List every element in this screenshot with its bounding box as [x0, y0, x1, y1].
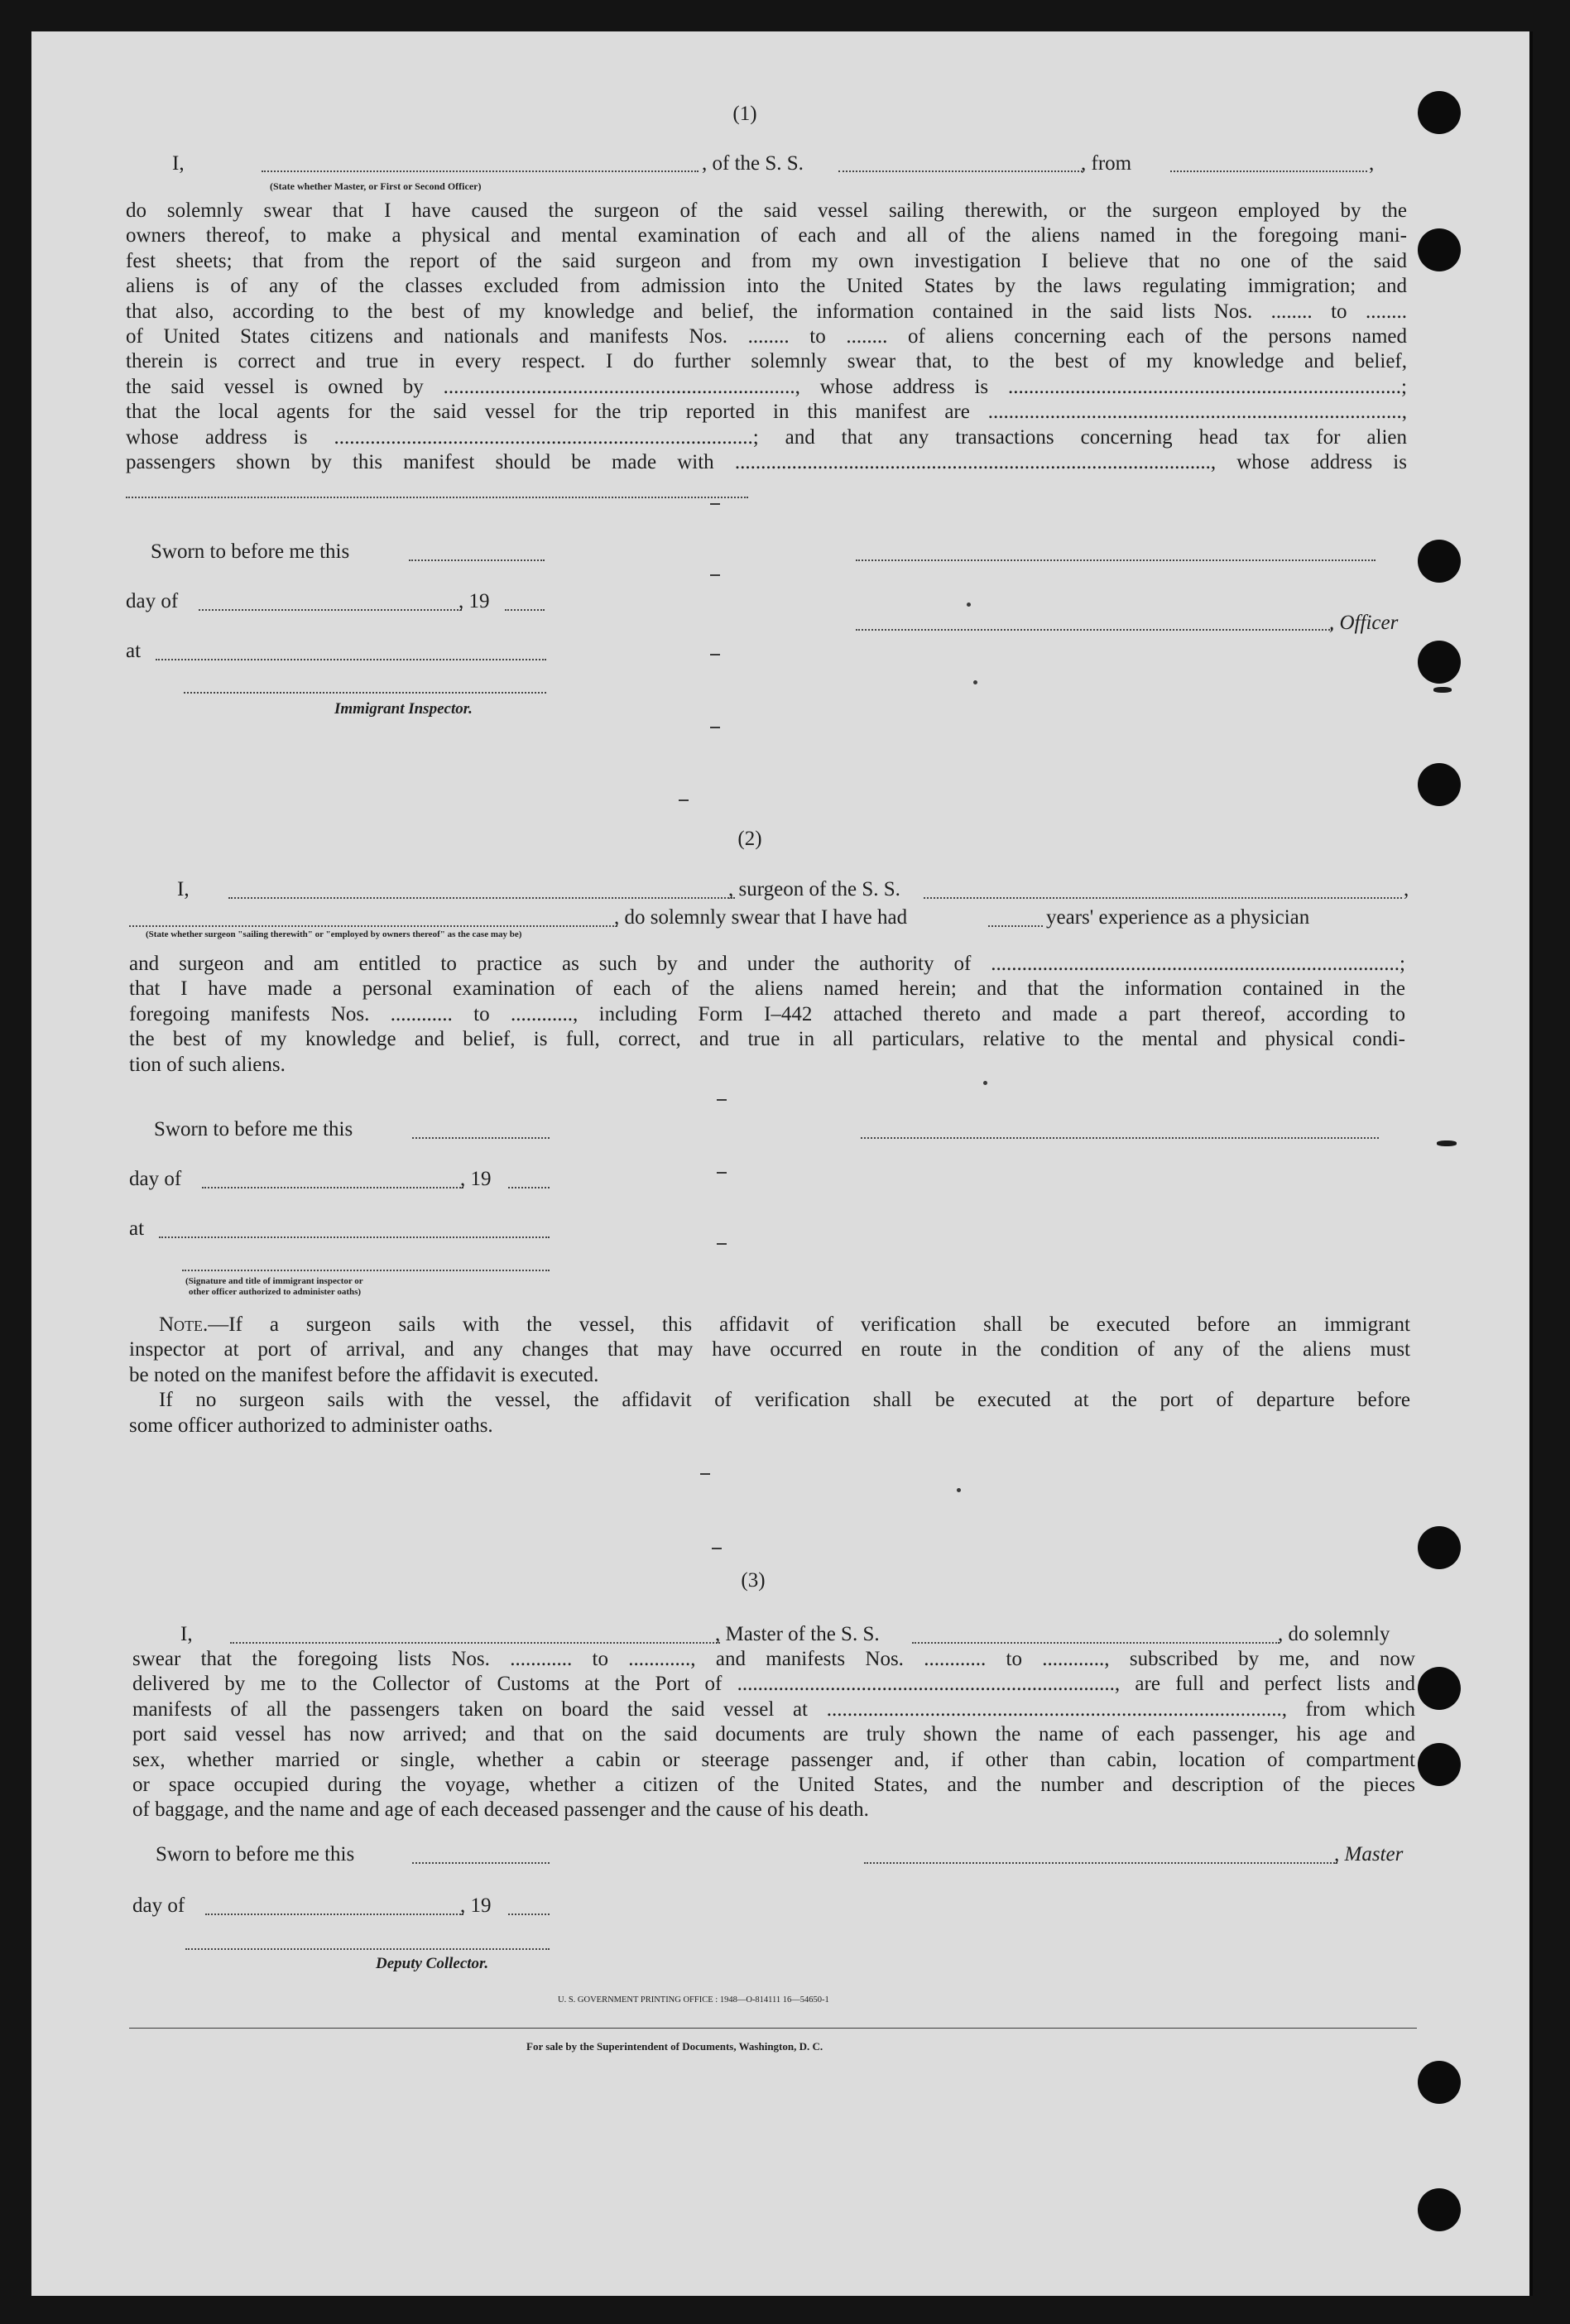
inspector-signature-line[interactable]: [182, 1270, 550, 1271]
punch-hole: [1418, 228, 1461, 271]
punch-hole: [1418, 540, 1461, 583]
surgeon-name-field[interactable]: [228, 897, 735, 899]
section-1-oath-text: do solemnly swear that I have caused the surgeon of the said vessel sailing therewith, or the surgeon employed by the owners thereof, to make a physical and mental examination of each and all of the aliens named in the foregoing mani- fest sheets; that from the report of the said surgeon and from my own investigation I believe that no one of the said aliens is of any of the classes excluded from admission into the United States by the laws regulating immigration; and that also, according to the best of my knowledge and belief, the information contained in the said lists Nos. ........ to ........ of United States citizens and nationals and manifests Nos. ........ to ........ of aliens concerning each of the persons named therein is correct and true in every respect. I do further solemnly swear that, to the best of my knowledge and belief, the said vessel is owned by ...................................................................., whose address is ............................................................................; that the local agents for the said vessel for the trip reported in this manifest are ................................................................................, whose address is .................................................................................; and that any transactions concerning head tax for alien passengers shown by this manifest should be made with ............................................................................................, whose address is: [126, 199, 1407, 474]
day-of-label: day of: [132, 1894, 185, 1917]
signature-hint-2: other officer authorized to administer oaths): [189, 1287, 362, 1297]
at-label: at: [126, 640, 142, 662]
year-label: , 19: [460, 1894, 492, 1917]
immigrant-inspector-label: Immigrant Inspector.: [334, 700, 473, 718]
officer-label: , Officer: [1329, 612, 1399, 634]
surgeon-signature-line[interactable]: [861, 1137, 1379, 1139]
year-label: , 19: [459, 590, 490, 612]
at-place-field[interactable]: [156, 659, 546, 660]
year-field[interactable]: [508, 1913, 550, 1915]
sworn-day-field[interactable]: [412, 1137, 550, 1139]
punch-hole: [1418, 2188, 1461, 2231]
month-field[interactable]: [205, 1913, 463, 1915]
master-vessel-field[interactable]: [912, 1642, 1280, 1644]
surgeon-status-hint: (State whether surgeon "sailing therewith" or "employed by owners thereof" as the case may be): [146, 929, 522, 939]
note-text: Note.—If a surgeon sails with the vessel, this affidavit of verification shall be executed before an immigrant inspector at port of arrival, and any changes that may have occurred en route in the condition of any of the aliens must be noted on the manifest before the affidavit is executed. If no surgeon sails with the vessel, the affidavit of verification shall be executed at the port of departure before some officer authorized to administer oaths.: [129, 1313, 1410, 1437]
for-sale-notice: For sale by the Superintendent of Documents, Washington, D. C.: [526, 2040, 823, 2053]
section-2-number: (2): [737, 828, 762, 850]
footer-rule: [129, 2028, 1417, 2029]
surgeon-vessel-field[interactable]: [924, 897, 1402, 899]
inspector-signature-line[interactable]: [184, 692, 546, 694]
punch-hole: [1418, 763, 1461, 806]
day-of-label: day of: [129, 1168, 182, 1190]
surgeon-of-label: , surgeon of the S. S.: [728, 878, 900, 900]
punch-hole: [1418, 1526, 1461, 1569]
section-2-i: I,: [177, 878, 190, 900]
officer-rank-hint: (State whether Master, or First or Second Officer): [270, 180, 482, 192]
officer-signature-line[interactable]: [856, 559, 1376, 561]
comma: ,: [1404, 878, 1409, 900]
of-the-ss-label: , of the S. S.: [702, 152, 804, 175]
from-label: , from: [1081, 152, 1132, 175]
section-1-i: I,: [172, 152, 185, 175]
printing-office-imprint: U. S. GOVERNMENT PRINTING OFFICE : 1948—O-814111 16—54650-1: [558, 1995, 829, 2005]
head-tax-address-field[interactable]: [126, 497, 748, 498]
deputy-collector-label: Deputy Collector.: [376, 1955, 489, 1972]
surgeon-status-field[interactable]: [129, 925, 617, 927]
section-3-number: (3): [741, 1569, 766, 1592]
master-signature-line[interactable]: [864, 1862, 1337, 1864]
year-field[interactable]: [505, 609, 545, 611]
solemnly-label: , do solemnly: [1278, 1623, 1390, 1645]
solemnly-label: , do solemnly swear that I have had: [614, 906, 908, 929]
sworn-day-field[interactable]: [409, 559, 545, 561]
master-name-field[interactable]: [230, 1642, 720, 1644]
sworn-label: Sworn to before me this: [151, 540, 350, 563]
collector-signature-line[interactable]: [185, 1948, 550, 1950]
month-field[interactable]: [199, 609, 462, 611]
years-field[interactable]: [988, 925, 1043, 927]
master-label: , Master: [1334, 1843, 1404, 1865]
ink-smudge: [1433, 687, 1452, 693]
day-of-label: day of: [126, 590, 179, 612]
signature-hint-1: (Signature and title of immigrant inspector or: [185, 1276, 363, 1286]
punch-hole: [1418, 1743, 1461, 1786]
sworn-label: Sworn to before me this: [154, 1118, 353, 1140]
note-label: Note.: [159, 1313, 209, 1336]
master-of-label: , Master of the S. S.: [715, 1623, 880, 1645]
sworn-label: Sworn to before me this: [156, 1843, 355, 1865]
at-place-field[interactable]: [159, 1236, 550, 1238]
sworn-day-field[interactable]: [412, 1862, 550, 1864]
month-field[interactable]: [202, 1187, 463, 1188]
vessel-name-field[interactable]: [838, 170, 1083, 172]
section-2-oath-text: and surgeon and am entitled to practice as such by and under the authority of ...............................................................................; that I have made a personal examination of each of the aliens named herein; and that the information contained in the foregoing manifests Nos. ............ to ............, including Form I–442 attached thereto and made a part thereof, according to the best of my knowledge and belief, is full, correct, and true in all particulars, relative to the mental and physical condi- tion of such aliens.: [129, 953, 1405, 1076]
comma: ,: [1369, 152, 1375, 175]
ink-smudge: [1437, 1140, 1457, 1146]
officer-title-line[interactable]: [856, 629, 1332, 631]
at-label: at: [129, 1217, 145, 1240]
section-1-number: (1): [732, 103, 757, 125]
year-label: , 19: [460, 1168, 492, 1190]
year-field[interactable]: [508, 1187, 550, 1188]
section-3-i: I,: [180, 1623, 193, 1645]
document-page: [31, 31, 1533, 2296]
section-3-oath-text: swear that the foregoing lists Nos. ............ to ............, and manifests Nos. ............ to ............, subscribed by me, and now delivered by me to the Collector of Customs at the Port of ........................................................................., are full and perfect lists and manifests of all the passengers taken on board the said vessel at ........................................................................................, from which port said vessel has now arrived; and that on the said documents are truly shown the name of each passenger, his age and sex, whether married or single, whether a cabin or steerage passenger and, if other than cabin, location of compartment or space occupied during the voyage, whether a citizen of the United States, and the number and description of the pieces of baggage, and the name and age of each deceased passenger and the cause of his death.: [132, 1648, 1415, 1822]
from-port-field[interactable]: [1170, 170, 1367, 172]
punch-hole: [1418, 91, 1461, 134]
experience-label: years' experience as a physician: [1046, 906, 1310, 929]
master-name-field[interactable]: [262, 170, 699, 172]
punch-hole: [1418, 1667, 1461, 1710]
punch-hole: [1418, 2061, 1461, 2104]
punch-hole: [1418, 641, 1461, 684]
